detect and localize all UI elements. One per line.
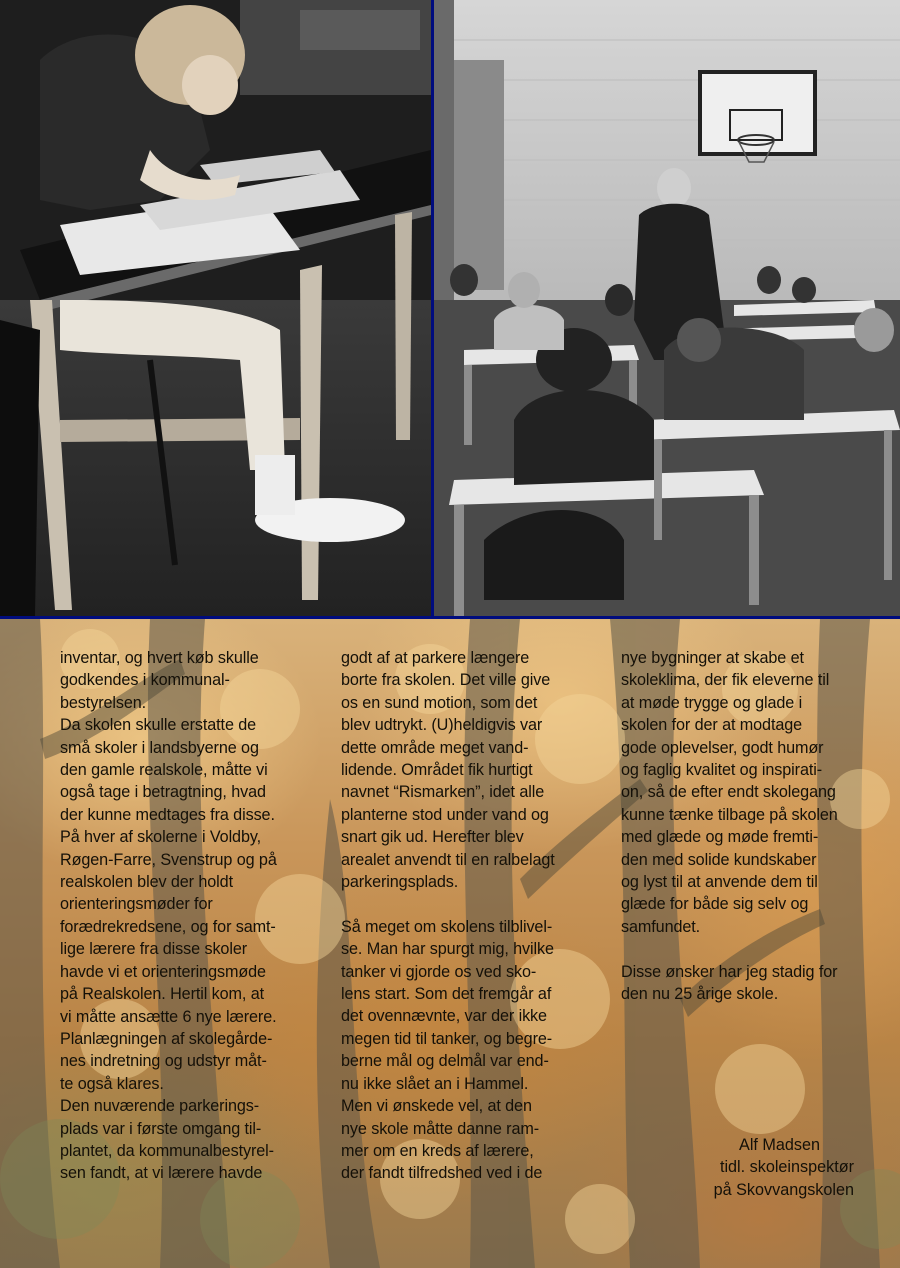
text-line: dette område meget vand-: [341, 738, 529, 757]
text-line: Røgen-Farre, Svenstrup og på: [60, 850, 277, 869]
text-line: der fandt tilfredshed ved i de: [341, 1164, 543, 1183]
text-line: den gamle realskole, måtte vi: [60, 761, 268, 780]
text-line: sen fandt, at vi lærere havde: [60, 1164, 263, 1183]
text-line: og faglig kvalitet og inspirati-: [621, 761, 823, 780]
signature-block: [640, 1134, 880, 1201]
text-line: te også klares.: [60, 1074, 164, 1093]
text-line: kunne tænke tilbage på skolen: [621, 805, 838, 824]
text-line: Da skolen skulle erstatte de: [60, 716, 257, 735]
text-line: berne mål og delmål var end-: [341, 1052, 549, 1071]
text-line: små skoler i landsbyerne og: [60, 738, 259, 757]
text-line: lens start. Som det fremgår af: [341, 985, 552, 1004]
text-line: havde vi et orienteringsmøde: [60, 962, 266, 981]
article-column-3: [621, 647, 883, 1005]
text-line: også tage i betragtning, hvad: [60, 783, 266, 802]
text-line: med glæde og møde fremti-: [621, 828, 819, 847]
signature-name: Alf Madsen: [739, 1136, 820, 1154]
text-line: lidende. Området fik hurtigt: [341, 761, 533, 780]
text-line: mer om en kreds af lærere,: [341, 1141, 534, 1160]
text-line: on, så de efter endt skolegang: [621, 783, 836, 802]
text-line: nye skole måtte danne ram-: [341, 1119, 540, 1138]
text-line: og lyst til at anvende dem til: [621, 873, 818, 892]
text-line: navnet “Rismarken”, idet alle: [341, 783, 545, 802]
text-line: glæde for både sig selv og: [621, 895, 809, 914]
text-line: snart gik ud. Herefter blev: [341, 828, 524, 847]
text-line: den nu 25 årige skole.: [621, 985, 779, 1004]
text-line: plantet, da kommunalbestyrel-: [60, 1141, 274, 1160]
text-line: Så meget om skolens tilblivel-: [341, 917, 553, 936]
text-line: Den nuværende parkerings-: [60, 1097, 260, 1116]
text-line: godkendes i kommunal-: [60, 671, 230, 690]
text-line: megen tid til tanker, og begre-: [341, 1029, 553, 1048]
text-line: realskolen blev der holdt: [60, 873, 233, 892]
text-line: godt af at parkere længere: [341, 649, 530, 667]
text-line: forædrekredsene, og for samt-: [60, 917, 276, 936]
text-line: skolen for der at modtage: [621, 716, 803, 735]
text-line: blev udtrykt. (U)heldigvis var: [341, 716, 543, 735]
text-line: samfundet.: [621, 917, 701, 936]
text-line: os en sund motion, som det: [341, 693, 538, 712]
text-line: se. Man har spurgt mig, hvilke: [341, 940, 554, 959]
text-line: orienteringsmøder for: [60, 895, 213, 914]
text-line: der kunne medtages fra disse.: [60, 805, 275, 824]
text-line: planterne stod under vand og: [341, 805, 549, 824]
text-line: lige lærere fra disse skoler: [60, 940, 248, 959]
text-line: gode oplevelser, godt humør: [621, 738, 824, 757]
article-column-2: [341, 647, 591, 1185]
signature-title: tidl. skoleinspektør: [719, 1158, 854, 1177]
text-line: vi måtte ansætte 6 nye lærere.: [60, 1007, 277, 1026]
text-line: parkeringsplads.: [341, 873, 459, 892]
text-line: på Realskolen. Hertil kom, at: [60, 985, 265, 1004]
paragraph-gap: [341, 893, 591, 915]
text-line: den med solide kundskaber: [621, 850, 817, 869]
photo-student-writing: [0, 0, 431, 616]
text-line: skoleklima, der fik eleverne til: [621, 671, 830, 690]
text-line: tanker vi gjorde os ved sko-: [341, 962, 537, 981]
text-line: Planlægningen af skolegårde-: [60, 1029, 273, 1048]
text-line: Men vi ønskede vel, at den: [341, 1097, 532, 1116]
text-line: at møde trygge og glade i: [621, 693, 803, 712]
text-line: inventar, og hvert køb skulle: [60, 649, 259, 667]
paragraph-gap: [621, 938, 883, 960]
text-line: På hver af skolerne i Voldby,: [60, 828, 262, 847]
text-line: arealet anvendt til en ralbelagt: [341, 850, 555, 869]
text-line: det ovennævnte, var der ikke: [341, 1007, 547, 1026]
text-line: borte fra skolen. Det ville give: [341, 671, 551, 690]
text-line: plads var i første omgang til-: [60, 1119, 262, 1138]
text-line: nes indretning og udstyr måt-: [60, 1052, 267, 1071]
article-section: [0, 619, 900, 1268]
text-line: Disse ønsker har jeg stadig for: [621, 962, 838, 981]
text-line: bestyrelsen.: [60, 693, 147, 712]
text-line: nye bygninger at skabe et: [621, 649, 804, 667]
signature-school: på Skovvangskolen: [713, 1180, 854, 1199]
photo-gymnasium-exam: [434, 0, 900, 616]
text-line: nu ikke slået an i Hammel.: [341, 1074, 529, 1093]
article-column-1: [60, 647, 310, 1185]
